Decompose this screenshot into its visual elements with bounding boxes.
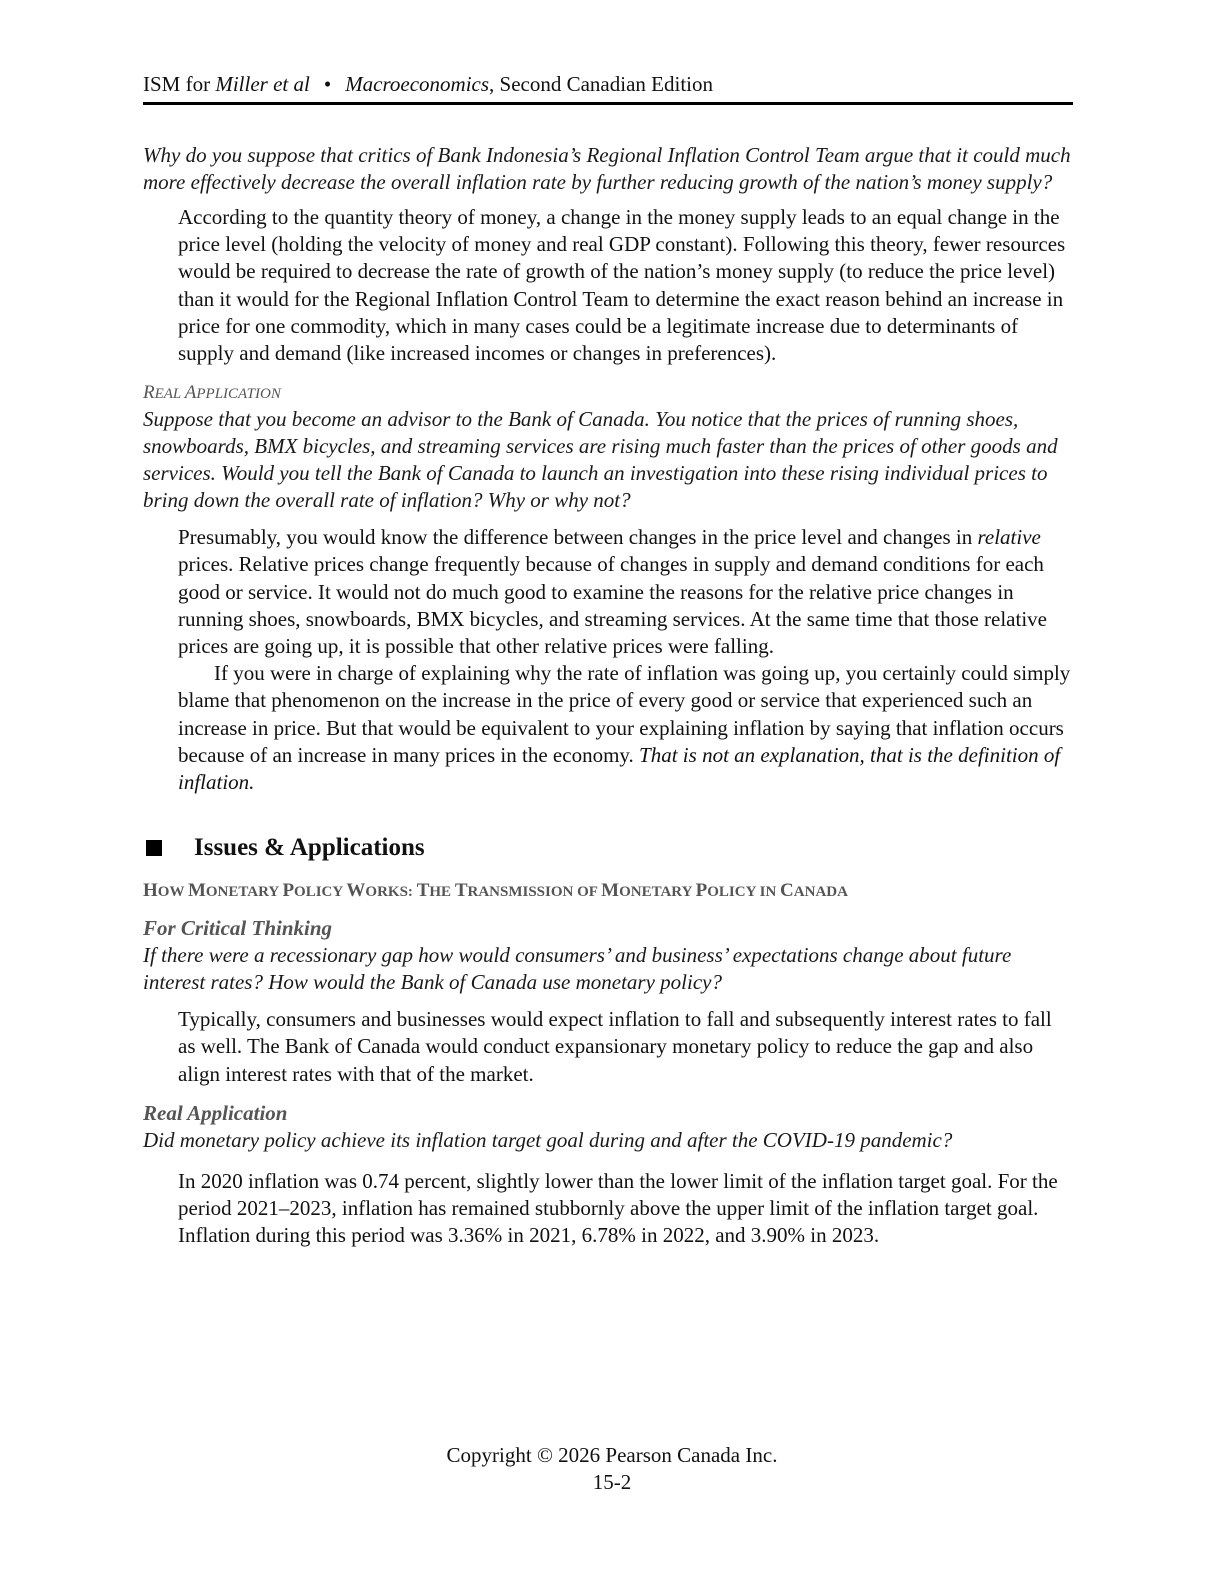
real-application-question: Did monetary policy achieve its inflation target goal during and after the COVID-19 pandemic? (143, 1127, 953, 1152)
header-bullet: • (323, 72, 332, 96)
page-content (143, 142, 1073, 1249)
header-book-title: Macroeconomics (345, 72, 490, 96)
real-application-heading: Real Application (143, 1100, 288, 1125)
real-application-label: REAL APPLICATION (143, 382, 281, 404)
critical-thinking-label: For Critical Thinking (143, 916, 333, 941)
question-bank-of-canada-advisor: Suppose that you become an advisor to the Bank of Canada. You notice that the prices of running shoes, snowboards, BMX bicycles, and streaming services are rising much faster than the prices of other goods and services. Would you tell the Bank of Canada to launch an investigation into these rising individual prices to bring down the overall rate of inflation? Why or why not? (143, 407, 1058, 513)
critical-thinking-answer: Typically, consumers and businesses would expect inflation to fall and subsequently interest rates to fall as well. The Bank of Canada would conduct expansionary monetary policy to reduce the gap and also align interest rates with that of the market. (178, 1007, 1052, 1086)
question-bank-indonesia: Why do you suppose that critics of Bank Indonesia’s Regional Inflation Control Team argue that it could much more effectively decrease the overall inflation rate by further reducing growth of the nation’s money supply? (143, 143, 1071, 194)
copyright-notice: Copyright © 2026 Pearson Canada Inc. (446, 1443, 778, 1467)
page-number: 15-2 (592, 1470, 632, 1494)
header-edition: , Second Canadian Edition (489, 72, 713, 96)
critical-thinking-question: If there were a recessionary gap how would consumers’ and business’ expectations change about future interest rates? How would the Bank of Canada use monetary policy? (143, 943, 1012, 995)
page-header (143, 70, 1073, 105)
header-prefix: ISM for (143, 72, 216, 96)
square-bullet-icon (146, 840, 162, 856)
answer-bank-indonesia: According to the quantity theory of money, a change in the money supply leads to an equal change in the price level (holding the velocity of money and real GDP constant). Following this theory, fewer resources would be required to decrease the rate of growth of the nation’s money supply (to reduce the price level) than it would for the Regional Inflation Control Team to determine the exact reason behind an increase in price for one commodity, which in many cases could be a legitimate increase due to determinants of supply and demand (like increased incomes or changes in preferences). (178, 205, 1066, 366)
real-application-answer: In 2020 inflation was 0.74 percent, slightly lower than the lower limit of the inflation target goal. For the period 2021–2023, inflation has remained stubbornly above the upper limit of the inflation target goal. Inflation during this period was 3.36% in 2021, 6.78% in 2022, and 3.90% in 2023. (178, 1168, 1058, 1248)
section-title: Issues & Applications (194, 834, 425, 862)
header-authors: Miller et al (215, 72, 310, 96)
subtopic-heading: HOW MONETARY POLICY WORKS: THE TRANSMISSION OF MONETARY POLICY IN CANADA (143, 880, 848, 902)
answer-inflation-definition: If you were in charge of explaining why the rate of inflation was going up, you certainly could simply blame that phenomenon on the increase in the price of every good or service that experienced such an increase in price. But that would be equivalent to your explaining inflation by saying that inflation occurs because of an increase in many prices in the economy. That is not an explanation, that is the definition of inflation. (178, 661, 1071, 795)
page-footer (0, 1442, 1224, 1496)
answer-relative-prices: Presumably, you would know the difference between changes in the price level and changes in relative prices. Relative prices change frequently because of changes in supply and demand conditions for each good or service. It would not do much good to examine the reasons for the relative price changes in running shoes, snowboards, BMX bicycles, and streaming services. At the same time that those relative prices are going up, it is possible that other relative prices were falling. (178, 525, 1047, 659)
section-heading (143, 832, 1073, 864)
